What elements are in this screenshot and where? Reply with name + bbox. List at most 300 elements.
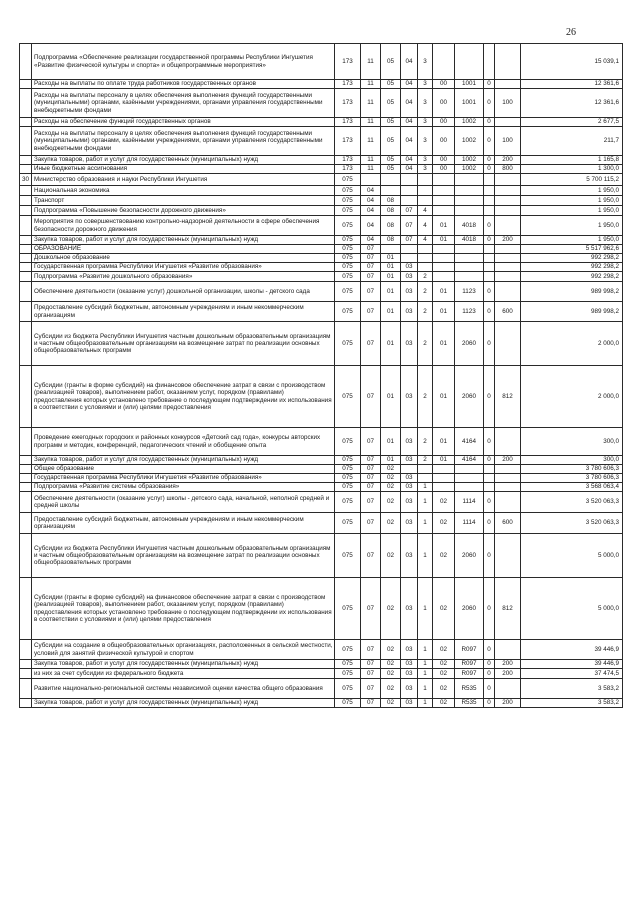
- amount: 989 998,2: [521, 282, 623, 302]
- activity-code: 01: [433, 428, 455, 456]
- section-code: 04: [361, 186, 381, 196]
- section-code: 07: [361, 254, 381, 263]
- section-code: 07: [361, 282, 381, 302]
- row-name: Субсидии на создание в общеобразовательных организациях, расположенных в сельской местности, условий для занятий физической культурой и спортом: [32, 640, 335, 660]
- program-code: 04: [401, 156, 418, 165]
- activity-code: 02: [433, 513, 455, 534]
- direction-code: [455, 263, 484, 272]
- admin-code: 075: [335, 660, 361, 669]
- admin-code: 075: [335, 483, 361, 492]
- table-row: [20, 254, 623, 263]
- direction-code: 4164: [455, 428, 484, 456]
- direction-suffix: 0: [484, 165, 495, 174]
- direction-suffix: 0: [484, 456, 495, 465]
- table-row: [20, 118, 623, 127]
- direction-suffix: 0: [484, 534, 495, 578]
- admin-code: 173: [335, 165, 361, 174]
- subprogram-code: [418, 254, 433, 263]
- amount: 1 950,0: [521, 216, 623, 236]
- row-number: [20, 465, 32, 474]
- subprogram-code: 1: [418, 513, 433, 534]
- subsection-code: 01: [381, 254, 401, 263]
- direction-suffix: [484, 206, 495, 216]
- expense-type-code: 100: [495, 89, 521, 118]
- program-code: 07: [401, 206, 418, 216]
- direction-code: R097: [455, 669, 484, 679]
- program-code: [401, 174, 418, 186]
- amount: 5 700 115,2: [521, 174, 623, 186]
- admin-code: 075: [335, 263, 361, 272]
- amount: 5 000,0: [521, 534, 623, 578]
- table-body: [20, 44, 623, 708]
- expense-type-code: [495, 679, 521, 699]
- row-name: Расходы на обеспечение функций государственных органов: [32, 118, 335, 127]
- program-code: 03: [401, 272, 418, 282]
- subprogram-code: 1: [418, 492, 433, 513]
- activity-code: 01: [433, 216, 455, 236]
- section-code: 07: [361, 483, 381, 492]
- program-code: 03: [401, 660, 418, 669]
- row-name: Субсидии из бюджета Республики Ингушетия частным дошкольным образовательным организациям и частным общеобразовательным организациям на возмещение затрат по реализации основных общеобразовательных программ: [32, 534, 335, 578]
- activity-code: 02: [433, 699, 455, 708]
- amount: 1 950,0: [521, 236, 623, 245]
- row-number: [20, 669, 32, 679]
- direction-suffix: 0: [484, 640, 495, 660]
- activity-code: [433, 245, 455, 254]
- subprogram-code: 1: [418, 578, 433, 640]
- row-number: [20, 216, 32, 236]
- program-code: [401, 465, 418, 474]
- row-number: [20, 186, 32, 196]
- direction-suffix: 0: [484, 513, 495, 534]
- section-code: 07: [361, 263, 381, 272]
- direction-code: [455, 174, 484, 186]
- subprogram-code: 2: [418, 322, 433, 366]
- amount: 1 165,8: [521, 156, 623, 165]
- activity-code: 02: [433, 660, 455, 669]
- expense-type-code: 812: [495, 578, 521, 640]
- admin-code: 075: [335, 492, 361, 513]
- section-code: 11: [361, 127, 381, 156]
- admin-code: 075: [335, 428, 361, 456]
- section-code: 07: [361, 456, 381, 465]
- row-name: Закупка товаров, работ и услуг для государственных (муниципальных) нужд: [32, 660, 335, 669]
- subsection-code: 08: [381, 236, 401, 245]
- direction-code: [455, 474, 484, 483]
- section-code: 07: [361, 669, 381, 679]
- amount: 300,0: [521, 456, 623, 465]
- subprogram-code: [418, 245, 433, 254]
- row-name: Министерство образования и науки Республики Ингушетия: [32, 174, 335, 186]
- expense-type-code: [495, 263, 521, 272]
- subsection-code: 02: [381, 679, 401, 699]
- row-number: [20, 282, 32, 302]
- expense-type-code: [495, 186, 521, 196]
- subprogram-code: 2: [418, 428, 433, 456]
- row-name: Подпрограмма «Повышение безопасности дорожного движения»: [32, 206, 335, 216]
- row-name: Субсидии (гранты в форме субсидий) на финансовое обеспечение затрат в связи с производством (реализацией товаров), выполнением работ, оказанием услуг, порядком (правилами) предоставления которых установлено требование о последующем подтверждении их использования в соответствии с условиями и (или) целями предоставления: [32, 578, 335, 640]
- admin-code: 075: [335, 699, 361, 708]
- row-name: из них за счет субсидии из федерального бюджета: [32, 669, 335, 679]
- direction-suffix: [484, 174, 495, 186]
- program-code: 03: [401, 679, 418, 699]
- subsection-code: 02: [381, 699, 401, 708]
- direction-suffix: 0: [484, 366, 495, 428]
- subsection-code: 02: [381, 474, 401, 483]
- amount: 3 583,2: [521, 679, 623, 699]
- expense-type-code: 200: [495, 669, 521, 679]
- row-name: Государственная программа Республики Ингушетия «Развитие образования»: [32, 474, 335, 483]
- section-code: 07: [361, 428, 381, 456]
- amount: 3 568 063,4: [521, 483, 623, 492]
- row-number: [20, 236, 32, 245]
- amount: 3 583,2: [521, 699, 623, 708]
- subsection-code: 02: [381, 465, 401, 474]
- amount: 1 950,0: [521, 206, 623, 216]
- direction-suffix: 0: [484, 216, 495, 236]
- program-code: 04: [401, 127, 418, 156]
- program-code: 04: [401, 89, 418, 118]
- activity-code: 00: [433, 156, 455, 165]
- subsection-code: [381, 174, 401, 186]
- expense-type-code: 200: [495, 236, 521, 245]
- amount: 12 361,6: [521, 89, 623, 118]
- table-row: [20, 699, 623, 708]
- row-number: [20, 196, 32, 206]
- table-row: [20, 44, 623, 80]
- program-code: 03: [401, 534, 418, 578]
- amount: 1 950,0: [521, 196, 623, 206]
- subsection-code: 02: [381, 534, 401, 578]
- direction-code: 1002: [455, 165, 484, 174]
- expense-type-code: [495, 322, 521, 366]
- admin-code: 075: [335, 302, 361, 322]
- expense-type-code: 812: [495, 366, 521, 428]
- subprogram-code: 3: [418, 89, 433, 118]
- program-code: 03: [401, 428, 418, 456]
- row-name: Общее образование: [32, 465, 335, 474]
- table-row: [20, 640, 623, 660]
- subsection-code: 01: [381, 428, 401, 456]
- table-row: [20, 236, 623, 245]
- row-number: [20, 474, 32, 483]
- table-row: [20, 465, 623, 474]
- section-code: 07: [361, 699, 381, 708]
- admin-code: 075: [335, 245, 361, 254]
- expense-type-code: [495, 254, 521, 263]
- activity-code: [433, 474, 455, 483]
- activity-code: [433, 196, 455, 206]
- section-code: 11: [361, 80, 381, 89]
- section-code: 07: [361, 366, 381, 428]
- activity-code: [433, 263, 455, 272]
- direction-suffix: [484, 186, 495, 196]
- program-code: 04: [401, 44, 418, 80]
- subsection-code: 05: [381, 118, 401, 127]
- direction-suffix: [484, 245, 495, 254]
- admin-code: 075: [335, 282, 361, 302]
- subsection-code: 05: [381, 156, 401, 165]
- direction-suffix: 0: [484, 699, 495, 708]
- direction-code: R097: [455, 660, 484, 669]
- table-row: [20, 263, 623, 272]
- program-code: 03: [401, 474, 418, 483]
- direction-suffix: [484, 483, 495, 492]
- expense-type-code: [495, 640, 521, 660]
- row-name: ОБРАЗОВАНИЕ: [32, 245, 335, 254]
- direction-code: 1123: [455, 282, 484, 302]
- program-code: [401, 196, 418, 206]
- table-row: [20, 428, 623, 456]
- direction-code: [455, 483, 484, 492]
- subsection-code: 02: [381, 483, 401, 492]
- admin-code: 075: [335, 669, 361, 679]
- direction-suffix: 0: [484, 80, 495, 89]
- program-code: 04: [401, 80, 418, 89]
- row-name: Мероприятия по совершенствованию контрольно-надзорной деятельности в сфере обеспечения безопасности дорожного движения: [32, 216, 335, 236]
- expense-type-code: [495, 483, 521, 492]
- amount: 1 300,0: [521, 165, 623, 174]
- admin-code: 075: [335, 534, 361, 578]
- table-row: [20, 80, 623, 89]
- admin-code: 075: [335, 474, 361, 483]
- amount: 2 000,0: [521, 322, 623, 366]
- amount: 300,0: [521, 428, 623, 456]
- row-name: Подпрограмма «Развитие дошкольного образования»: [32, 272, 335, 282]
- direction-code: 1002: [455, 127, 484, 156]
- amount: 992 298,2: [521, 254, 623, 263]
- activity-code: [433, 272, 455, 282]
- expense-type-code: [495, 245, 521, 254]
- section-code: 11: [361, 165, 381, 174]
- table-row: [20, 272, 623, 282]
- section-code: 04: [361, 216, 381, 236]
- direction-suffix: 0: [484, 156, 495, 165]
- activity-code: [433, 465, 455, 474]
- subsection-code: 05: [381, 44, 401, 80]
- program-code: [401, 254, 418, 263]
- amount: 3 780 606,3: [521, 474, 623, 483]
- activity-code: [433, 186, 455, 196]
- expense-type-code: [495, 196, 521, 206]
- subsection-code: [381, 186, 401, 196]
- subprogram-code: 1: [418, 660, 433, 669]
- direction-code: 1002: [455, 118, 484, 127]
- subsection-code: 01: [381, 282, 401, 302]
- section-code: 11: [361, 156, 381, 165]
- amount: 3 520 063,3: [521, 513, 623, 534]
- activity-code: 00: [433, 89, 455, 118]
- amount: 39 446,9: [521, 640, 623, 660]
- subprogram-code: 1: [418, 679, 433, 699]
- table-row: [20, 216, 623, 236]
- program-code: 03: [401, 578, 418, 640]
- program-code: 03: [401, 492, 418, 513]
- subsection-code: 02: [381, 578, 401, 640]
- activity-code: 01: [433, 366, 455, 428]
- admin-code: 075: [335, 186, 361, 196]
- direction-code: 1114: [455, 492, 484, 513]
- row-number: [20, 322, 32, 366]
- activity-code: 01: [433, 236, 455, 245]
- section-code: 07: [361, 465, 381, 474]
- expense-type-code: [495, 206, 521, 216]
- table-row: [20, 165, 623, 174]
- row-name: Национальная экономика: [32, 186, 335, 196]
- activity-code: 02: [433, 640, 455, 660]
- subsection-code: 02: [381, 669, 401, 679]
- subprogram-code: [418, 186, 433, 196]
- admin-code: 075: [335, 196, 361, 206]
- direction-code: 4164: [455, 456, 484, 465]
- row-name: Государственная программа Республики Ингушетия «Развитие образования»: [32, 263, 335, 272]
- direction-suffix: 0: [484, 89, 495, 118]
- row-name: Расходы на выплаты по оплате труда работников государственных органов: [32, 80, 335, 89]
- admin-code: 075: [335, 254, 361, 263]
- subsection-code: 08: [381, 216, 401, 236]
- expense-type-code: [495, 474, 521, 483]
- admin-code: 075: [335, 236, 361, 245]
- subprogram-code: [418, 196, 433, 206]
- expense-type-code: 600: [495, 513, 521, 534]
- budget-table: [19, 43, 623, 708]
- row-number: [20, 513, 32, 534]
- row-number: [20, 302, 32, 322]
- row-name: Закупка товаров, работ и услуг для государственных (муниципальных) нужд: [32, 156, 335, 165]
- row-number: [20, 127, 32, 156]
- direction-code: 1002: [455, 156, 484, 165]
- subprogram-code: 2: [418, 456, 433, 465]
- expense-type-code: 200: [495, 456, 521, 465]
- direction-suffix: [484, 474, 495, 483]
- subprogram-code: [418, 263, 433, 272]
- subsection-code: 01: [381, 322, 401, 366]
- row-number: [20, 492, 32, 513]
- admin-code: 075: [335, 174, 361, 186]
- direction-suffix: 0: [484, 127, 495, 156]
- expense-type-code: [495, 428, 521, 456]
- direction-code: 2060: [455, 366, 484, 428]
- row-number: [20, 118, 32, 127]
- direction-suffix: [484, 196, 495, 206]
- admin-code: 075: [335, 272, 361, 282]
- row-number: [20, 156, 32, 165]
- amount: 15 039,1: [521, 44, 623, 80]
- activity-code: 00: [433, 127, 455, 156]
- subsection-code: 05: [381, 80, 401, 89]
- expense-type-code: [495, 492, 521, 513]
- table-row: [20, 89, 623, 118]
- activity-code: 01: [433, 456, 455, 465]
- activity-code: 00: [433, 165, 455, 174]
- table-row: [20, 474, 623, 483]
- direction-code: [455, 465, 484, 474]
- row-number: [20, 44, 32, 80]
- subprogram-code: 1: [418, 640, 433, 660]
- subprogram-code: 4: [418, 206, 433, 216]
- table-row: [20, 302, 623, 322]
- program-code: 03: [401, 699, 418, 708]
- subsection-code: 01: [381, 263, 401, 272]
- direction-code: [455, 196, 484, 206]
- row-name: Иные бюджетные ассигнования: [32, 165, 335, 174]
- subprogram-code: 1: [418, 669, 433, 679]
- admin-code: 075: [335, 366, 361, 428]
- direction-code: 2060: [455, 578, 484, 640]
- expense-type-code: 200: [495, 660, 521, 669]
- row-number: [20, 366, 32, 428]
- table-row: [20, 186, 623, 196]
- subprogram-code: 1: [418, 483, 433, 492]
- subsection-code: 01: [381, 366, 401, 428]
- amount: 3 780 606,3: [521, 465, 623, 474]
- direction-code: [455, 245, 484, 254]
- program-code: 03: [401, 263, 418, 272]
- section-code: 07: [361, 679, 381, 699]
- subsection-code: 02: [381, 513, 401, 534]
- subsection-code: [381, 245, 401, 254]
- section-code: 11: [361, 44, 381, 80]
- activity-code: 01: [433, 282, 455, 302]
- admin-code: 075: [335, 216, 361, 236]
- section-code: 07: [361, 578, 381, 640]
- direction-suffix: [484, 272, 495, 282]
- activity-code: 02: [433, 578, 455, 640]
- expense-type-code: 200: [495, 156, 521, 165]
- section-code: 04: [361, 196, 381, 206]
- program-code: 04: [401, 165, 418, 174]
- direction-suffix: 0: [484, 322, 495, 366]
- admin-code: 075: [335, 206, 361, 216]
- amount: 992 298,2: [521, 272, 623, 282]
- table-row: [20, 483, 623, 492]
- admin-code: 075: [335, 679, 361, 699]
- direction-suffix: [484, 465, 495, 474]
- row-name: Подпрограмма «Развитие системы образования»: [32, 483, 335, 492]
- program-code: 03: [401, 483, 418, 492]
- section-code: 07: [361, 492, 381, 513]
- row-name: Предоставление субсидий бюджетным, автономным учреждениям и иным некоммерческим организациям: [32, 513, 335, 534]
- admin-code: 173: [335, 80, 361, 89]
- table-row: [20, 245, 623, 254]
- section-code: 07: [361, 513, 381, 534]
- section-code: 11: [361, 89, 381, 118]
- row-name: Подпрограмма «Обеспечение реализации государственной программы Республики Ингушетия «Развитие физической культуры и спорта» и общепрограммные мероприятия»: [32, 44, 335, 80]
- row-name: Обеспечение деятельности (оказание услуг) школы - детского сада, начальной, неполной средней и средней школы: [32, 492, 335, 513]
- row-number: 30: [20, 174, 32, 186]
- section-code: 04: [361, 236, 381, 245]
- section-code: 07: [361, 272, 381, 282]
- admin-code: 173: [335, 127, 361, 156]
- amount: 992 298,2: [521, 263, 623, 272]
- subprogram-code: 4: [418, 236, 433, 245]
- program-code: 07: [401, 236, 418, 245]
- subprogram-code: 2: [418, 366, 433, 428]
- row-number: [20, 272, 32, 282]
- subprogram-code: 1: [418, 534, 433, 578]
- program-code: [401, 186, 418, 196]
- subsection-code: 02: [381, 640, 401, 660]
- row-name: Развитие национально-региональной системы независимой оценки качества общего образования: [32, 679, 335, 699]
- program-code: 04: [401, 118, 418, 127]
- activity-code: 02: [433, 492, 455, 513]
- program-code: [401, 245, 418, 254]
- table-row: [20, 174, 623, 186]
- expense-type-code: [495, 118, 521, 127]
- row-name: Расходы на выплаты персоналу в целях обеспечения выполнения функций государственными (муниципальными) органами, казёнными учреждениями, органами управления государственными внебюджетными фондами: [32, 89, 335, 118]
- direction-suffix: 0: [484, 492, 495, 513]
- expense-type-code: [495, 216, 521, 236]
